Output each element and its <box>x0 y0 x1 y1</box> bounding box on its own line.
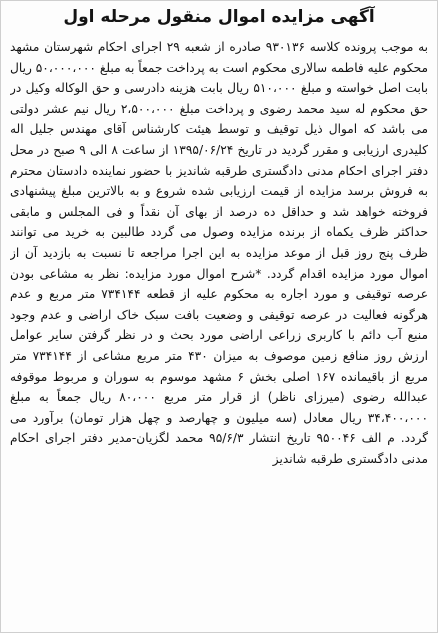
notice-title: آگهی مزایده اموال منقول مرحله اول <box>63 7 375 27</box>
notice-body: به موجب پرونده کلاسه ۹۳۰۱۳۶ صادره از شعبه ۲۹ اجرای احکام شهرستان مشهد محکوم علیه فاطمه سالاری محکوم است به پرداخت جمعاً به مبلغ ۵۰،۰۰۰،۰۰۰ ریال بابت اصل خواسته و مبلغ ۵۱۰،۰۰۰ ریال بابت هزینه دادرسی و حق الوکاله وکیل در حق محکوم له سید محمد رضوی و پرداخت مبلغ ۲،۵۰۰،۰۰۰ ریال نیم عشر دولتی می باشد که اموال ذیل توقیف و توسط هیئت کارشناس آقای مهندس جلیل اله کلیدری ارزیابی و مقرر گردید در تاریخ ۱۳۹۵/۰۶/۲۴ از ساعت ۸ الی ۹ صبح در محل دفتر اجرای احکام مدنی دادگستری طرقبه شاندیز با حضور نماینده دادستان محترم به فروش برسد مزایده از قیمت ارزیابی شده شروع و به بالاترین مبلغ پیشنهادی فروخته خواهد شد و حداقل ده درصد از بهای آن نقداً و فی المجلس و مابقی حداکثر ظرف یکماه از برنده مزایده وصول می گردد طالبین به خرید می توانند ظرف پنج روز قبل از موعد مزایده به این اجرا مراجعه تا نسبت به بازدید آن از اموال مورد مزایده اقدام گردد. *شرح اموال مورد مزایده: نظر به مشاعی بودن عرصه توقیفی و مورد اجاره به محکوم علیه از قطعه ۷۳۴۱۴۴ متر مربع و عدم هرگونه فعالیت در عرصه توقیفی و وضعیت بافت سبک خاک اراضی و عدم وجود منبع آب دائم با کاربری زراعی اراضی مورد بحث و در نظر گرفتن سایر عوامل ارزش روز منافع زمین موصوف به میزان ۴۳۰ متر مربع مشاعی از ۷۳۴۱۴۴ متر مربع از باقیمانده ۱۶۷ اصلی بخش ۶ مشهد موسوم به سوران و مربوط موقوفه عبدالله رضوی (میرزای ناظر) از قرار متر مربع ۸۰،۰۰۰ ریال جمعاً به مبلغ ۳۴،۴۰۰،۰۰۰ ریال معادل (سه میلیون و چهارصد و چهل هزار تومان) برآورد می گردد. م الف ۹۵۰۰۴۶ تاریخ انتشار ۹۵/۶/۳ محمد لگزیان-مدیر دفتر اجرای احکام مدنی دادگستری طرقبه شاندیز <box>10 40 428 466</box>
